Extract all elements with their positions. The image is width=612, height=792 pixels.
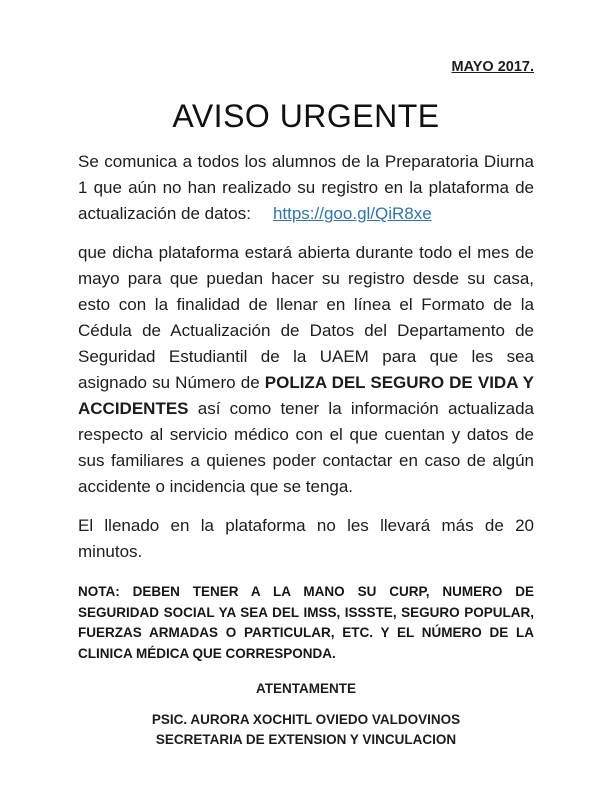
intro-text: Se comunica a todos los alumnos de la Preparatoria Diurna 1 que aún no han realizado su registro en la plataforma de actualización de datos: xyxy=(78,152,534,223)
body-text-after: así como tener la información actualizada respecto al servicio médico con el que cuentan y datos de sus familiares a quienes poder contactar en caso de algún accidente o incidencia que se tenga. xyxy=(78,399,534,496)
page-title: AVISO URGENTE xyxy=(172,98,440,134)
signature-block xyxy=(78,710,534,750)
insurance-policy-bold-text: POLIZA DEL SEGURO DE VIDA Y ACCIDENTES xyxy=(78,373,534,418)
nota-paragraph: NOTA: DEBEN TENER A LA MANO SU CURP, NUMERO DE SEGURIDAD SOCIAL YA SEA DEL IMSS, ISSSTE, SEGURO POPULAR, FUERZAS ARMADAS O PARTICULAR, ETC. Y EL NÚMERO DE LA CLINICA MÉDICA QUE CORRESPONDA. xyxy=(78,584,534,661)
date-line: MAYO 2017. xyxy=(451,59,534,75)
intro-paragraph xyxy=(78,149,534,227)
duration-paragraph: El llenado en la plataforma no les llevará más de 20 minutos. xyxy=(78,516,534,561)
signatory-title: SECRETARIA DE EXTENSION Y VINCULACION xyxy=(155,732,457,747)
signatory-name: PSIC. AURORA XOCHITL OVIEDO VALDOVINOS xyxy=(151,712,461,727)
closing-salutation: ATENTAMENTE xyxy=(256,681,356,696)
registration-link[interactable]: https://goo.gl/QiR8xe xyxy=(272,204,432,223)
body-text-before: que dicha plataforma estará abierta durante todo el mes de mayo para que puedan hacer su registro desde su casa, esto con la finalidad de llenar en línea el Formato de la Cédula de Actualización de Datos del Departamento de Seguridad Estudiantil de la UAEM para que les sea asignado su Número de xyxy=(78,243,534,392)
body-paragraph xyxy=(78,240,534,500)
